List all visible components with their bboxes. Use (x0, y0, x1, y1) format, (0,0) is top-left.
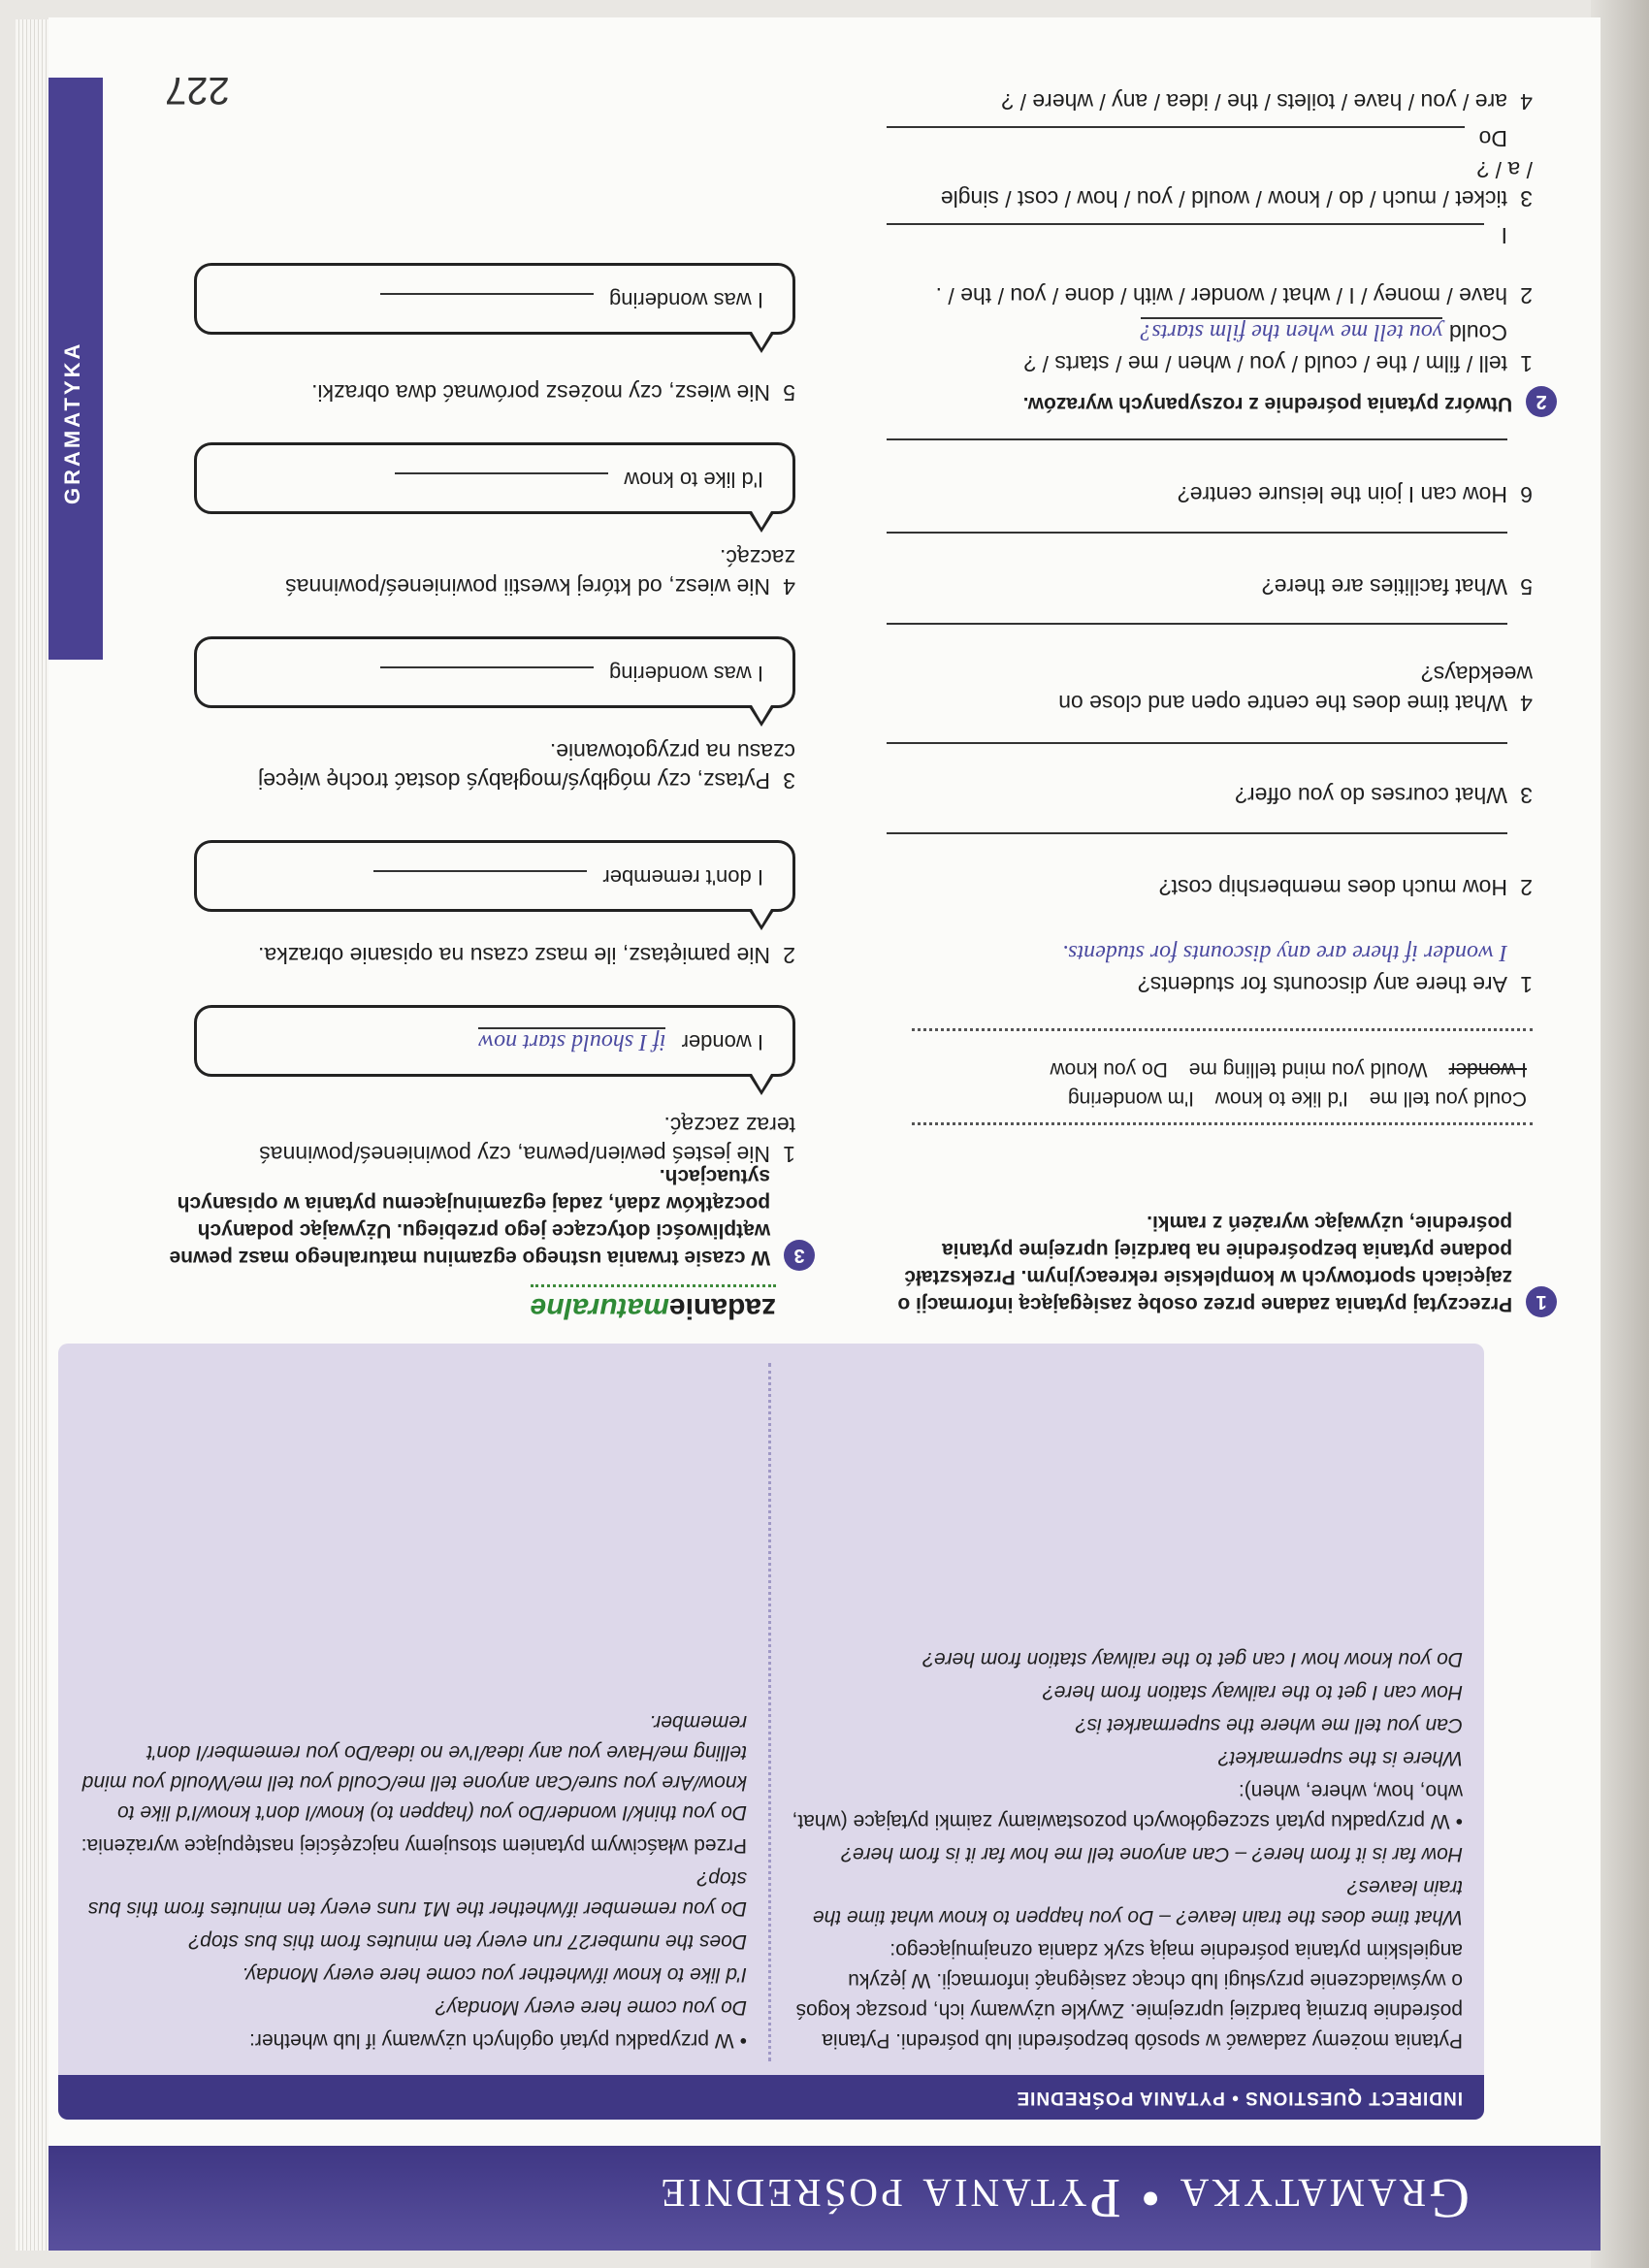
phrase: I'm wondering (1067, 1087, 1194, 1110)
exercise-1-item (1235, 781, 1533, 810)
situation: Nie wiesz, od której kwestii powinieneś/powinnaś zacząć. (285, 545, 795, 599)
grammar-example: Does the number27 run every ten minutes from this bus stop? (188, 1930, 747, 1953)
exercise-2-heading (888, 386, 1557, 417)
grammar-text: Przed właściwym pytaniem stosujemy najczęściej następujące wyrażenia: (81, 1834, 747, 1857)
item-number: 2 (783, 943, 795, 968)
exercise-1-instruction: Przeczytaj pytania zadane przez osobę zasięgającą informacji o zajęciach sportowych w kompleksie rekreacyjnym. Przekształć podane pytania bezpośrednie na bardziej uprzejme pytania pośrednie, używając wyrażeń z ramki. (897, 1212, 1513, 1315)
speech-bubble (194, 442, 795, 514)
item-words: are / you / have / toilets / the / idea / any / where / ? (1001, 89, 1507, 114)
speech-bubble (194, 840, 795, 912)
grammar-example: Do you know how I can get to the railway station from here? (922, 1648, 1463, 1670)
grammar-example: Can you tell me where the supermarket is? (1075, 1714, 1463, 1736)
grammar-example: Do you remember if/whether the M1 runs every ten minutes from this bus stop? (87, 1867, 747, 1920)
textbook-page (48, 17, 1600, 2251)
phrase-box (912, 1028, 1533, 1125)
exercise-1-item (892, 970, 1533, 999)
item-number: 2 (1520, 875, 1533, 900)
item-number: 1 (783, 1142, 795, 1167)
answer-line[interactable] (887, 532, 1507, 534)
grammar-text: • W przypadku pytań ogólnych używamy if lub whether: (78, 2025, 747, 2056)
grammar-divider (768, 1363, 771, 2061)
answer-line[interactable] (887, 832, 1507, 834)
handwritten-answer[interactable]: if I should start now (478, 1029, 666, 1054)
page-number: 227 (165, 69, 230, 112)
item-number: 3 (783, 768, 795, 794)
exercise-3-item (213, 378, 795, 407)
item-question: Are there any discounts for students? (1138, 972, 1507, 997)
grammar-example: How far is it from here? – Can anyone tell me how far it is from here? (841, 1843, 1463, 1865)
answer-line[interactable] (887, 126, 1465, 128)
item-number: 4 (1520, 691, 1533, 716)
exercise-2-item (931, 155, 1533, 213)
bubble-start: I'd like to know (624, 468, 763, 492)
grammar-example: Where is the supermarket? (1217, 1747, 1463, 1769)
phrase: Would you mind telling me (1188, 1058, 1428, 1081)
answer-line[interactable] (887, 742, 1507, 744)
exercise-3-item (213, 941, 795, 970)
side-tab-label: GRAMATYKA (60, 340, 84, 504)
exercise-2-item (931, 87, 1533, 116)
answer-line[interactable] (887, 623, 1507, 625)
bubble-tail (748, 705, 775, 727)
grammar-example: Do you come here every Monday? (436, 1996, 747, 2019)
exercise-2-instruction: Utwórz pytania pośrednie z rozsypanych wyrazów. (1022, 393, 1513, 415)
item-number: 3 (1520, 783, 1533, 808)
exercise-2-answer (1141, 317, 1507, 347)
phrase: I'd like to know (1214, 1087, 1348, 1110)
phrase: Could you tell me (1369, 1087, 1527, 1110)
exercise-3-item (213, 543, 795, 601)
item-question: How much does membership cost? (1158, 875, 1507, 900)
item-number: 1 (1520, 972, 1533, 997)
situation: Nie jesteś pewien/pewna, czy powinieneś/powinnaś teraz zacząć. (259, 1113, 795, 1167)
item-number: 5 (783, 380, 795, 405)
answer-start (1480, 41, 1533, 66)
zadanie-maturalne-title (531, 1284, 776, 1324)
grammar-example: Do you think/I wonder/Do you (happen to) know/I don't know/I'd like to know/Are you sure/Can anyone tell me/Could you tell me/Would you mind telling me/Have you any idea/I've no idea/Do you remember/I don't remember. (81, 1711, 747, 1824)
grammar-example: How can I get to the railway station from here? (1042, 1681, 1463, 1703)
speech-bubble (194, 636, 795, 708)
item-number: 1 (1520, 351, 1533, 376)
answer-start (1420, 17, 1448, 37)
item-question: What facilities are there? (1261, 574, 1507, 599)
situation: Nie pamiętasz, ile masz czasu na opisanie obrazka. (258, 943, 770, 968)
situation: Pytasz, czy mógłbyś/mogłabyś dostać trochę więcej czasu na przygotowanie. (258, 739, 795, 794)
exercise-3-item (213, 1111, 795, 1169)
exercise-2-answer (1502, 221, 1507, 250)
exercise-3-instruction: W czasie trwania ustnego egzaminu maturalnego masz pewne wątpliwości dotyczące jego przebiegu. Używając podanych początków zdań, zadaj egzaminującemu pytania w opisanych sytuacjach. (169, 1165, 771, 1269)
item-question: What time does the centre open and close on weekdays? (1058, 662, 1533, 716)
grammar-box (58, 1344, 1484, 2120)
title-part-green: maturalne (530, 1292, 669, 1324)
item-number: 6 (1520, 482, 1533, 507)
exercise-1-item (1048, 660, 1533, 718)
item-words: ticket / much / do / know / would / you / how / cost / single / a / ? (940, 157, 1533, 211)
phrase: Do you know (1050, 1058, 1168, 1081)
exercise-1-item (1159, 873, 1533, 902)
item-number: 2 (1520, 283, 1533, 308)
exercise-number-badge: 3 (784, 1240, 815, 1271)
answer-line[interactable] (887, 438, 1507, 440)
item-words (976, 17, 1533, 66)
bubble-tail (748, 909, 775, 930)
bubble-answer-line[interactable] (373, 870, 587, 872)
page-title: Gramatyka • Pytania pośrednie (658, 2167, 1470, 2230)
grammar-left-column (784, 1641, 1463, 2056)
bubble-tail (748, 332, 775, 353)
answer-start: I (1501, 223, 1507, 248)
exercise-2-item (892, 349, 1533, 378)
item-question: What courses do you offer? (1235, 783, 1507, 808)
speech-bubble (194, 1005, 795, 1077)
exercise-1-item (1262, 572, 1533, 601)
answer-line[interactable] (887, 223, 1484, 225)
exercise-1-item (1178, 480, 1533, 509)
grammar-box-header: INDIRECT QUESTIONS • PYTANIA POŚREDNIE (58, 2075, 1484, 2120)
exercise-number-badge: 1 (1526, 1286, 1557, 1317)
bubble-start: I wonder (681, 1030, 763, 1054)
exercise-number-badge: 2 (1526, 386, 1557, 417)
speech-bubble (194, 263, 795, 335)
handwritten-answer: I wonder if there are any discounts for students. (1062, 940, 1507, 965)
item-words: have / money / I / what / wonder / with / done / you / the / . (935, 283, 1507, 308)
grammar-text: • W przypadku pytań szczegółowych pozostawiamy zaimki pytające (what, who, how, where, when): (784, 1776, 1463, 1836)
item-words: tell / film / the / could / you / when / me / starts / ? (1023, 351, 1507, 376)
bubble-start: I was wondering (609, 288, 763, 312)
item-number: 4 (1520, 89, 1533, 114)
exercise-1-answer (887, 938, 1507, 968)
exercise-3-item (213, 737, 795, 795)
bubble-start: I don't remember (602, 865, 763, 890)
exercise-2-item (931, 281, 1533, 310)
item-number: 5 (1520, 574, 1533, 599)
grammar-text: Pytania możemy zadawać w sposób bezpośredni lub pośredni. Pytania pośrednie brzmią bardziej uprzejmie. Zwykle używamy ich, prosząc kogoś o wyświadczenie przysługi lub chcąc zasięgnąć informacji. W języku angielskim pytania pośrednie mają szyk zdania oznajmującego: (795, 1939, 1463, 2052)
exercise-2-answer (1479, 124, 1507, 153)
answer-start: Do (1478, 126, 1507, 151)
title-bar (48, 2146, 1600, 2251)
item-number (1462, 41, 1474, 66)
handwritten-answer: you tell me when the film starts? (1140, 319, 1443, 344)
exercise-3-heading (155, 1162, 815, 1271)
bubble-tail (748, 511, 775, 533)
bubble-answer-line[interactable] (395, 472, 608, 474)
situation: Nie wiesz, czy możesz porównać dwa obrazki. (311, 380, 770, 405)
bubble-answer-line[interactable] (380, 666, 594, 668)
grammar-right-column (78, 1704, 747, 2056)
title-part: zadanie (668, 1292, 776, 1324)
item-question: How can I join the leisure centre? (1177, 482, 1507, 507)
item-number: 3 (1520, 186, 1533, 211)
phrase-used: I wonder (1448, 1058, 1527, 1081)
answer-start: Could (1448, 320, 1507, 345)
bubble-answer-line[interactable] (380, 293, 594, 295)
grammar-example: What time does the train leave? – Do you happen to know what time the train leaves? (812, 1876, 1463, 1928)
grammar-example: I'd like to know if/whether you come here every Monday. (242, 1963, 747, 1986)
bubble-start: I was wondering (609, 662, 763, 686)
item-number: 4 (783, 574, 795, 599)
exercise-1-heading (888, 1209, 1557, 1317)
bubble-tail (748, 1074, 775, 1095)
